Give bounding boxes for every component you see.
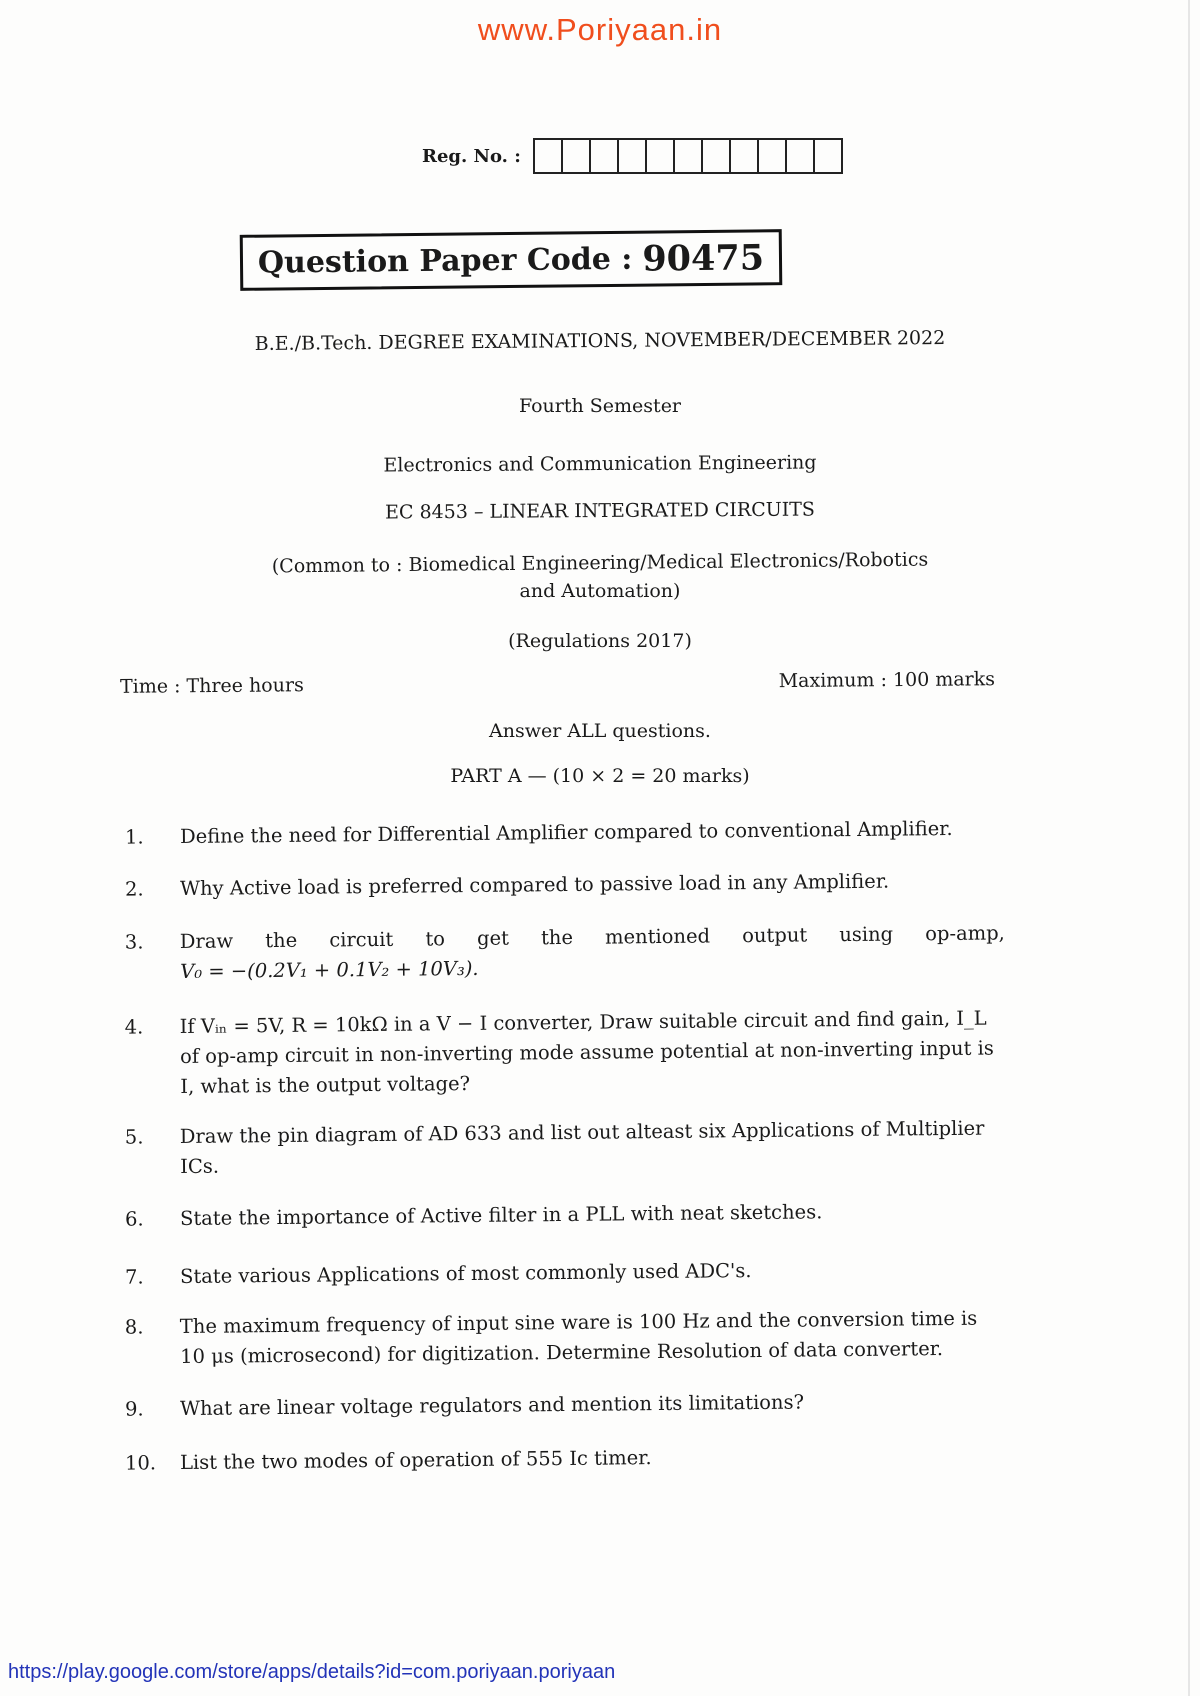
reg-no-field <box>422 138 843 174</box>
question-number: 2. <box>124 877 144 901</box>
question-item <box>125 1385 1005 1424</box>
scan-edge <box>1188 0 1190 1696</box>
reg-no-box <box>703 140 731 172</box>
question-item <box>125 1003 1006 1102</box>
question-text: The maximum frequency of input sine ware is 100 Hz and the conversion time is 10 μs (microsecond) for digitization. Determine Resolution of data converter. <box>179 1306 978 1369</box>
reg-no-box <box>759 140 787 172</box>
question-number: 9. <box>124 1397 144 1421</box>
question-paper-code-box <box>240 229 783 291</box>
question-number: 6. <box>124 1207 144 1231</box>
reg-no-box <box>535 140 563 172</box>
reg-no-box <box>563 140 591 172</box>
footer-app-link[interactable]: https://play.google.com/store/apps/details?id=com.poriyaan.poriyaan <box>8 1661 616 1683</box>
reg-no-box <box>815 140 843 172</box>
regulations: (Regulations 2017) <box>508 630 692 652</box>
question-item <box>125 1113 1006 1182</box>
reg-no-label: Reg. No. : <box>422 145 521 167</box>
question-text: Define the need for Differential Amplifier compared to conventional Amplifier. <box>179 816 953 849</box>
reg-no-box <box>619 140 647 172</box>
reg-no-boxes <box>533 138 843 174</box>
reg-no-box <box>731 140 759 172</box>
reg-no-box <box>787 140 815 172</box>
question-item <box>125 918 1006 987</box>
code-label: Question Paper Code : <box>257 241 633 281</box>
reg-no-box <box>675 140 703 172</box>
degree-line: B.E./B.Tech. DEGREE EXAMINATIONS, NOVEMBER/DECEMBER 2022 <box>254 326 946 356</box>
question-number: 7. <box>124 1265 144 1289</box>
department: Electronics and Communication Engineering <box>383 451 817 477</box>
question-number: 1. <box>124 825 144 849</box>
question-formula: V₀ = −(0.2V₁ + 0.1V₂ + 10V₃). <box>180 956 479 984</box>
question-text: State various Applications of most commonly used ADC's. <box>179 1259 752 1289</box>
question-text: Why Active load is preferred compared to passive load in any Amplifier. <box>179 869 890 901</box>
site-watermark[interactable]: www.Poriyaan.in <box>477 12 723 47</box>
time-marks-row <box>120 668 995 698</box>
question-number: 8. <box>124 1315 144 1339</box>
question-item <box>125 1253 1005 1292</box>
part-a-heading: PART A — (10 × 2 = 20 marks) <box>450 765 750 787</box>
subject-title: EC 8453 – LINEAR INTEGRATED CIRCUITS <box>385 498 815 524</box>
question-text: Draw the circuit to get the mentioned output using op-amp, <box>179 921 1005 954</box>
question-number: 5. <box>124 1125 144 1149</box>
reg-no-box <box>591 140 619 172</box>
code-number: 90475 <box>642 236 765 280</box>
question-number: 10. <box>124 1451 157 1475</box>
question-text: What are linear voltage regulators and mention its limitations? <box>179 1390 805 1421</box>
question-item <box>125 1195 1005 1234</box>
question-text: If Vᵢₙ = 5V, R = 10kΩ in a V − I converter, Draw suitable circuit and find gain, I_L of op-amp circuit in non-inverting mode assume potential at non-inverting input is I, what is the output voltage? <box>179 1006 994 1099</box>
question-number: 3. <box>124 930 144 954</box>
instruction: Answer ALL questions. <box>489 720 711 742</box>
semester: Fourth Semester <box>518 395 682 417</box>
question-item <box>125 813 1005 852</box>
common-to-line-1: (Common to : Biomedical Engineering/Medical Electronics/Robotics <box>271 548 929 578</box>
reg-no-box <box>647 140 675 172</box>
question-item <box>125 1439 1005 1478</box>
question-text: Draw the pin diagram of AD 633 and list out alteast six Applications of Multiplier ICs. <box>179 1116 985 1179</box>
question-item <box>125 865 1005 904</box>
question-item <box>125 1303 1006 1372</box>
max-marks-label: Maximum : 100 marks <box>778 668 996 693</box>
question-text: State the importance of Active filter in a PLL with neat sketches. <box>179 1200 823 1231</box>
common-to-line-2: and Automation) <box>519 580 681 602</box>
question-text: List the two modes of operation of 555 Ic timer. <box>179 1446 652 1475</box>
time-label: Time : Three hours <box>119 674 304 698</box>
question-number: 4. <box>124 1015 144 1039</box>
